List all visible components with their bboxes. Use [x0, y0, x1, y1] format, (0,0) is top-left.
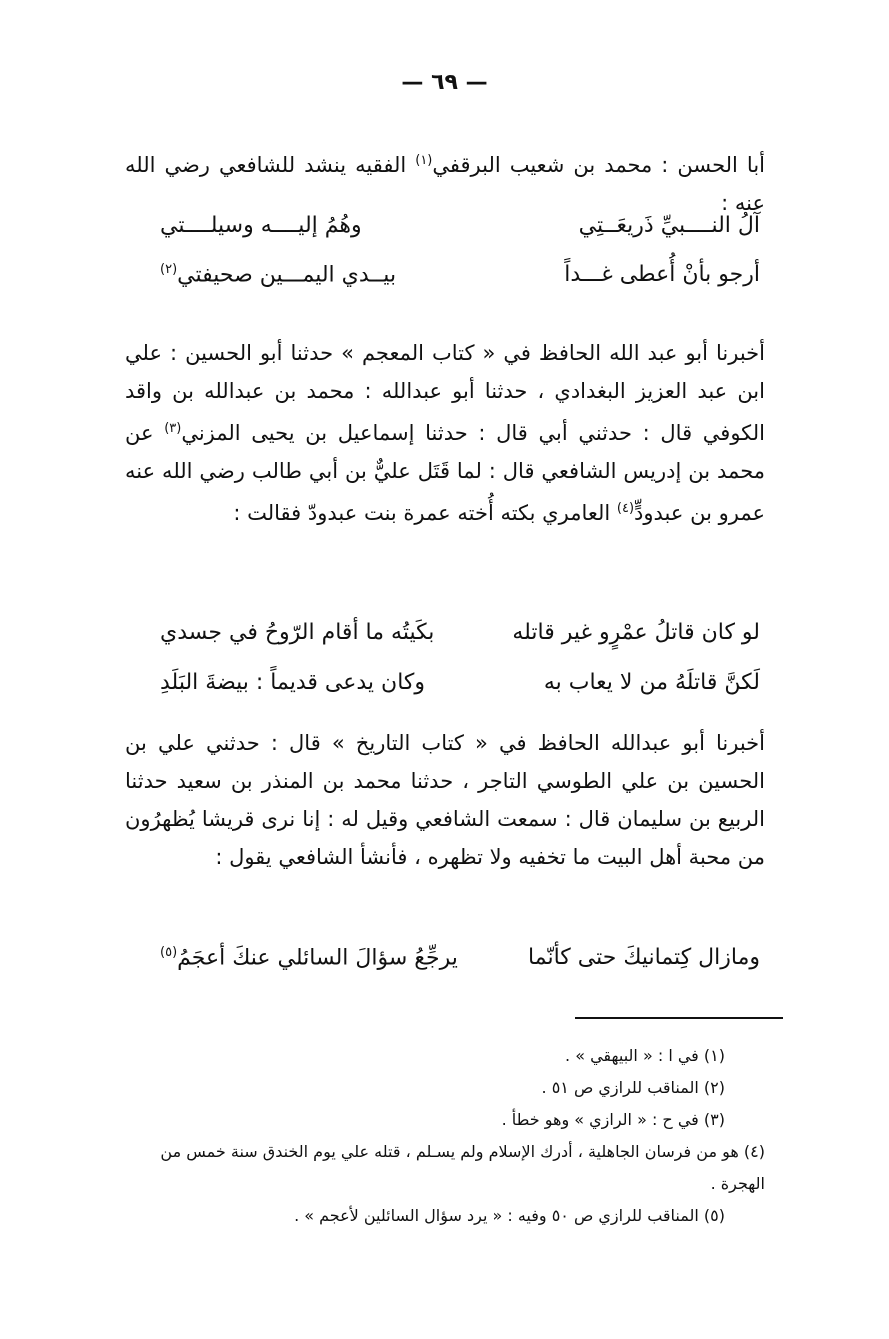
paragraph-2: أخبرنا أبو عبدالله الحافظ في « كتاب التاريخ » قال : حدثني علي بن الحسين بن علي الطوسي التاجر ، حدثنا محمد بن المنذر بن سعيد حدثنا الربيع بن سليمان قال : سمعت الشافعي وقيل له : إنا نرى قريشا يُظهرُون من محبة أهل البيت ما تخفيه ولا تظهره ، فأنشأ الشافعي يقول :: [125, 731, 765, 869]
hemistich-left: وكان يدعى قديماً : بيضةَ البَلَدِ: [160, 670, 425, 695]
page-number: — ٦٩ —: [401, 70, 488, 95]
verse-2-line-2: [160, 670, 760, 710]
footnote-3: (٣) في ح : « الرازي » وهو خطأ .: [501, 1110, 725, 1129]
hemistich-left: وهُمُ إليــــه وسيلــــتي: [160, 213, 362, 238]
verse-3: [160, 945, 760, 985]
footnote-2: (٢) المناقب للرازي ص ٥١ .: [541, 1078, 725, 1097]
paragraph-1-text-2: عن محمد بن إدريس الشافعي قال : لما قَتَل عليٌّ بن أبي طالب رضي الله عنه عمرو بن عبدودٍّ: [125, 421, 765, 525]
hemistich-right: آلُ النــــبيِّ ذَريعَــتِي: [578, 213, 760, 238]
paragraph-1-text-3: العامري بكته أُخته عمرة بنت عبدودّ فقالت :: [233, 501, 617, 525]
intro-text: أبا الحسن : محمد بن شعيب البرقفي: [432, 153, 765, 177]
verse-1-line-2: [160, 262, 760, 302]
intro-tail: الفقيه ينشد للشافعي رضي الله عنه :: [125, 153, 765, 215]
verse-1-line-1: [160, 213, 760, 253]
footnote-4: (٤) هو من فرسان الجاهلية ، أدرك الإسلام ولم يسـلم ، قتله علي يوم الخندق سنة خمس من الهجرة .: [160, 1142, 765, 1193]
hemistich-right: ومازال كِتمانيكَ حتى كأنّما: [528, 945, 760, 970]
hemistich-left-text: يرجِّعُ سؤالَ السائلي عنكَ أعجَمُ: [177, 945, 458, 971]
footnote-ref-2: (٢): [160, 262, 178, 277]
footnote-ref-5: (٥): [160, 945, 178, 960]
hemistich-left-text: بيــدي اليمـــين صحيفتي: [177, 262, 397, 288]
hemistich-left: بكَيتُه ما أقام الرّوحُ في جسدي: [160, 620, 435, 645]
hemistich-right: لَكنَّ قاتلَهُ من لا يعاب به: [543, 670, 760, 695]
footnote-ref-3: (٣): [164, 421, 182, 436]
paragraph-1: [125, 334, 765, 532]
hemistich-right: لو كان قاتلُ عمْرٍو غير قاتله: [512, 620, 760, 645]
footnote-ref-1: (١): [415, 153, 433, 168]
paragraph-1-text: أخبرنا أبو عبد الله الحافظ في « كتاب المعجم » حدثنا أبو الحسين : علي ابن عبد العزيز البغدادي ، حدثنا أبو عبدالله : محمد بن عبدالله بن واقد الكوفي قال : حدثني أبي قال : حدثنا إسماعيل بن يحيى المزني: [125, 341, 765, 445]
verse-2-line-1: [160, 620, 760, 660]
footnote-ref-4: (٤): [616, 501, 635, 516]
footnote-5: (٥) المناقب للرازي ص ٥٠ وفيه : « يرد سؤال السائلين لأعجم » .: [294, 1206, 725, 1225]
footnote-1: (١) في ا : « البيهقي » .: [565, 1046, 725, 1065]
hemistich-right: أرجو بأنْ أُعطى غـــداً: [564, 262, 760, 287]
footnotes-list: [120, 1040, 765, 1232]
hemistich-left: [160, 262, 396, 287]
intro-line: [125, 142, 765, 222]
footnote-divider: [575, 1017, 783, 1019]
hemistich-left: [160, 945, 458, 970]
